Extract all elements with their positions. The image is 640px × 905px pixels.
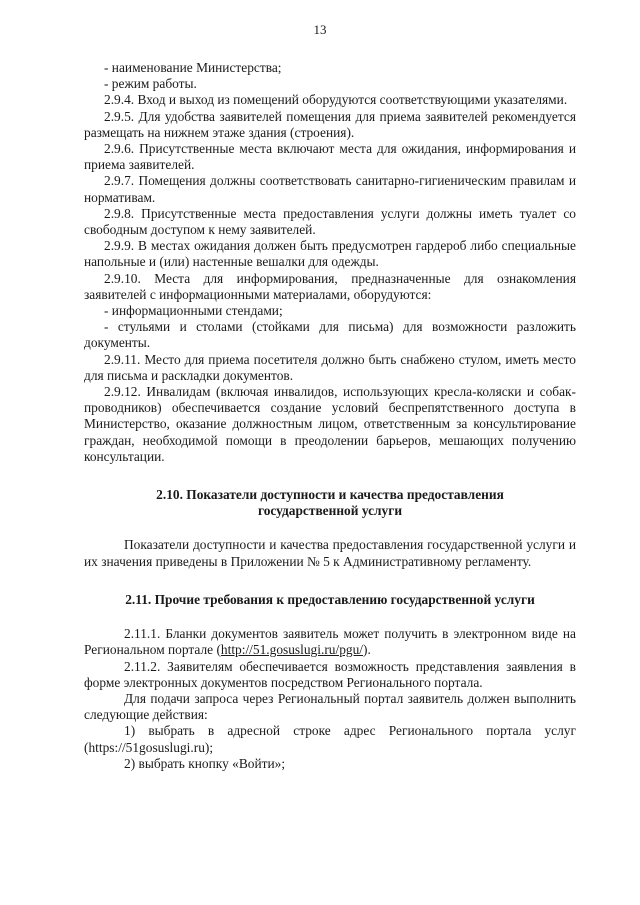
clause-2-11-2: 2.11.2. Заявителям обеспечивается возможность представления заявления в форме электронных документов посредством Регионального портала.: [84, 658, 576, 690]
clause-2-11-1-text: 2.11.1. Бланки документов заявитель может получить в электронном виде на Региональном портале (: [84, 626, 576, 658]
clause-2-9-7: 2.9.7. Помещения должны соответствовать санитарно-гигиеническим правилам и нормативам.: [84, 173, 576, 205]
clause-2-9-5: 2.9.5. Для удобства заявителей помещения для приема заявителей рекомендуется размещать на нижнем этаже здания (строения).: [84, 108, 576, 140]
clause-2-10-text: Показатели доступности и качества предоставления государственной услуги и их значения приведены в Приложении № 5 к Административному регламенту.: [84, 537, 576, 569]
clause-2-9-11: 2.9.11. Место для приема посетителя должно быть снабжено стулом, иметь место для письма и раскладки документов.: [84, 351, 576, 383]
clause-2-9-12: 2.9.12. Инвалидам (включая инвалидов, использующих кресла-коляски и собак-проводников) обеспечивается создание условий беспрепятственного доступа в Министерство, оказание должностным лицом, ответственным за консультирование граждан, необходимой помощи в преодолении барьеров, мешающих получению консультации.: [84, 384, 576, 464]
section-heading-2-10-line1: 2.10. Показатели доступности и качества предоставления: [156, 487, 504, 503]
section-heading-2-10-line2: государственной услуги: [257, 503, 403, 519]
portal-step-1: 1) выбрать в адресной строке адрес Регионального портала услуг (https://51gosuslugi.ru);: [84, 723, 576, 755]
list-item-info-stands: - информационными стендами;: [104, 303, 283, 319]
regional-portal-link[interactable]: http://51.gosuslugi.ru/pgu/: [220, 642, 364, 658]
clause-2-9-10: 2.9.10. Места для информирования, предназначенные для ознакомления заявителей с информационными материалами, оборудуются:: [84, 270, 576, 302]
portal-steps-intro: Для подачи запроса через Региональный портал заявитель должен выполнить следующие действия:: [84, 690, 576, 723]
list-item-ministry-name: - наименование Министерства;: [104, 60, 282, 75]
clause-2-9-9: 2.9.9. В местах ожидания должен быть предусмотрен гардероб либо специальные напольные и (или) настенные вешалки для одежды.: [84, 238, 576, 270]
portal-step-2: 2) выбрать кнопку «Войти»;: [124, 755, 286, 771]
clause-2-11-1-tail: ).: [363, 642, 371, 658]
list-item-work-schedule: - режим работы.: [104, 76, 197, 92]
page-number: 13: [313, 22, 327, 37]
list-item-chairs-tables: - стульями и столами (стойками для письма) для возможности разложить документы.: [84, 319, 576, 351]
document-body: [84, 60, 576, 772]
clause-2-9-6: 2.9.6. Присутственные места включают места для ожидания, информирования и приема заявителей.: [84, 141, 576, 173]
section-heading-2-11: 2.11. Прочие требования к предоставлению государственной услуги: [125, 591, 535, 607]
clause-2-9-8: 2.9.8. Присутственные места предоставления услуги должны иметь туалет со свободным доступом к нему заявителей.: [84, 205, 576, 238]
clause-2-11-1: [84, 626, 576, 658]
clause-2-9-4: 2.9.4. Вход и выход из помещений оборудуются соответствующими указателями.: [104, 92, 568, 108]
